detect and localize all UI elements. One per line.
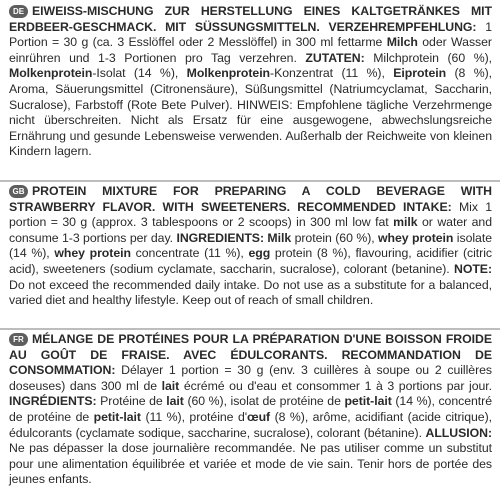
text-run: 1 Portion = 30 g (ca. 3 Esslöffel oder 2 Messlöffel) in 300 ml fettarme — [9, 19, 492, 50]
text-run: Protéine de — [96, 394, 167, 409]
text-run: Milchprotein (60 %), — [364, 50, 492, 65]
bold-text-run: INGREDIENTS: Milk — [176, 230, 292, 245]
bold-text-run: œuf — [247, 409, 271, 424]
bold-text-run: petit-lait — [344, 394, 392, 409]
text-run: -Konzentrat (11 %), — [270, 66, 394, 81]
bold-text-run: ALLUSION: — [425, 425, 492, 440]
bold-text-run: INGRÉDIENTS: — [9, 394, 97, 409]
language-badge-de: DE — [9, 5, 28, 18]
text-run: Délayer 1 portion = 30 g (env. 3 cuillères à soupe ou 2 cuillères doseuses) dans 300 ml de — [9, 363, 492, 393]
language-badge-gb: GB — [9, 185, 28, 198]
bold-text-run: whey protein — [54, 246, 131, 261]
bold-text-run: lait — [166, 394, 184, 409]
bold-text-run: EIWEISS-MISCHUNG ZUR HERSTELLUNG EINES KALTGETRÄNKES MIT ERDBEER-GESCHMACK. MIT SÜSSUNGSMITTELN. VERZEHREMPFEHLUNG: — [9, 4, 492, 34]
bold-text-run: petit-lait — [93, 409, 141, 424]
section-divider — [0, 180, 500, 182]
bold-text-run: PROTEIN MIXTURE FOR PREPARING A COLD BEVERAGE WITH STRAWBERRY FLAVOR. WITH SWEETENERS. RECOMMENDED INTAKE: — [9, 184, 492, 214]
bold-text-run: Milch — [386, 35, 418, 50]
german-text — [9, 4, 492, 158]
text-run: isolate (14 %), — [9, 230, 492, 261]
text-run: (60 %), isolat de protéine de — [183, 394, 345, 409]
bold-text-run: NOTE: — [453, 261, 492, 276]
text-run: -Isolat (14 %), — [92, 66, 187, 81]
german-paragraph — [9, 4, 492, 160]
section-divider — [0, 328, 500, 330]
text-run: Ne pas dépasser la dose journalière recommandée. Ne pas utiliser comme un substitut pour une alimentation équilibrée et variée et mode de vie sain. Tenir hors de portée des jeunes enfants. — [9, 441, 492, 487]
text-run: Do not exceed the recommended daily intake. Do not use as a substitute for a balanced, varied diet and healthy lifestyle. Keep out of reach of small children. — [9, 277, 492, 308]
bold-text-run: milk — [393, 215, 418, 230]
bold-text-run: whey protein — [378, 230, 454, 245]
english-paragraph — [9, 184, 492, 309]
bold-text-run: lait — [161, 378, 180, 393]
text-run: protein (8 %), flavouring, acidifier (citric acid), sweeteners (sodium cyclamate, saccharin, sucralose), colorant (betanine). — [9, 246, 492, 276]
text-run: concentrate (11 %), — [130, 246, 249, 261]
bold-text-run: Eiprotein — [393, 66, 447, 81]
text-run: (11 %), protéine d' — [140, 409, 248, 424]
text-run: (8 %), arôme, acidifiant (acide citrique), édulcorants (cyclamate sodique, saccharine, sucralose), colorant (bétanine). — [9, 409, 492, 440]
text-run: (14 %), concentré de protéine de — [9, 394, 492, 424]
english-text — [9, 184, 492, 307]
french-section — [0, 332, 500, 496]
french-paragraph — [9, 332, 492, 488]
bold-text-run: egg — [248, 246, 271, 261]
bold-text-run: Molkenprotein — [9, 66, 93, 81]
bold-text-run: Molkenprotein — [186, 66, 271, 81]
text-run: écrémé ou d'eau et consommer 1 à 3 portions par jour. — [179, 378, 492, 393]
bold-text-run: ZUTATEN: — [305, 50, 365, 65]
english-section — [0, 184, 500, 328]
text-run: protein (60 %), — [291, 230, 379, 245]
language-badge-fr: FR — [9, 333, 28, 346]
bold-text-run: MÉLANGE DE PROTÉINES POUR LA PRÉPARATION D'UNE BOISSON FROIDE AU GOÛT DE FRAISE. AVEC ÉDULCORANTS. RECOMMANDATION DE CONSOMMATION: — [9, 332, 492, 378]
text-run: (8 %), Aroma, Säuerungsmittel (Citronensäure), Süßungsmittel (Natriumcyclamat, Saccharin, Sucralose), Farbstoff (Rote Bete Pulver). HINWEIS: Empfohlene tägliche Verzehrmenge nicht überschreiten. Nicht als Ersatz für eine ausgewogene, abwechslungsreiche Ernährung und gesunde Lebensweise verwenden. Außerhalb der Reichweite von kleinen Kindern lagern. — [9, 66, 493, 159]
text-run: Mix 1 portion = 30 g (approx. 3 tablespoons or 2 scoops) in 300 ml low fat — [9, 199, 492, 230]
text-run: oder Wasser einrühren und 1-3 Portionen pro Tag verzehren. — [9, 35, 492, 65]
text-run: or water and consume 1-3 portions per day. — [9, 215, 492, 245]
german-section — [0, 4, 500, 180]
french-text — [9, 332, 492, 486]
